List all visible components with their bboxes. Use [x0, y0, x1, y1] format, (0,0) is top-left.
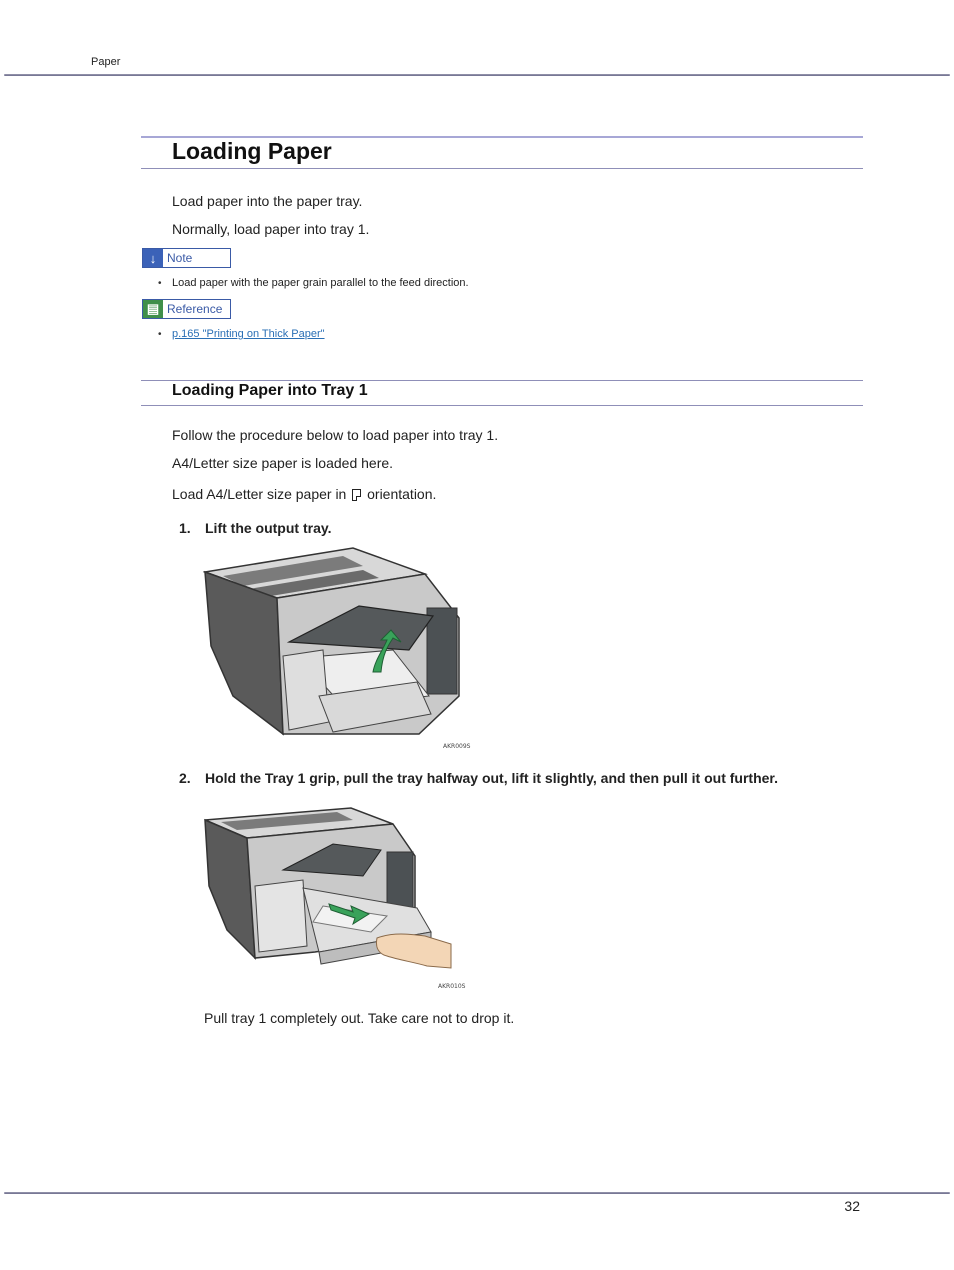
reference-badge	[142, 299, 231, 319]
arrow-down-icon: ↓	[143, 249, 163, 267]
figure-code-2: AKR010S	[438, 983, 466, 990]
reference-link-wrap	[172, 328, 325, 340]
note-badge	[142, 248, 231, 268]
header-section-label: Paper	[91, 56, 121, 68]
step-text: Hold the Tray 1 grip, pull the tray halfway out, lift it slightly, and then pull it out further.	[205, 770, 778, 786]
note-label: Note	[167, 251, 193, 265]
step-1	[179, 520, 332, 536]
title-bottom-rule	[141, 168, 863, 169]
subsection-paragraph-2: A4/Letter size paper is loaded here.	[172, 455, 394, 471]
page-title: Loading Paper	[172, 138, 332, 164]
orientation-paragraph	[172, 486, 436, 502]
printer-output-tray-illustration	[203, 546, 463, 738]
step-number: 1.	[179, 520, 191, 536]
step-number: 2.	[179, 770, 191, 786]
orientation-suffix: orientation.	[367, 486, 437, 502]
bullet-icon: •	[158, 278, 162, 289]
document-icon: ▤	[143, 300, 163, 318]
portrait-orientation-icon	[352, 489, 361, 501]
page-number: 32	[844, 1198, 860, 1214]
step-2-note: Pull tray 1 completely out. Take care not to drop it.	[204, 1010, 515, 1026]
figure-code-1: AKR009S	[443, 743, 471, 750]
bullet-icon: •	[158, 329, 162, 340]
footer-rule	[4, 1192, 950, 1194]
subsection-top-rule	[141, 380, 863, 381]
subsection-paragraph-1: Follow the procedure below to load paper into tray 1.	[172, 427, 499, 443]
note-item: Load paper with the paper grain parallel to the feed direction.	[172, 277, 469, 289]
reference-label: Reference	[167, 302, 223, 316]
header-rule	[4, 74, 950, 76]
reference-link[interactable]: p.165 "Printing on Thick Paper"	[172, 328, 325, 340]
intro-paragraph-1: Load paper into the paper tray.	[172, 193, 363, 209]
subsection-bottom-rule	[141, 405, 863, 406]
orientation-prefix: Load A4/Letter size paper in	[172, 486, 347, 502]
step-2	[179, 770, 778, 786]
subsection-title: Loading Paper into Tray 1	[172, 382, 368, 399]
step-text: Lift the output tray.	[205, 520, 332, 536]
intro-paragraph-2: Normally, load paper into tray 1.	[172, 221, 370, 237]
printer-tray-pull-illustration	[203, 806, 459, 982]
